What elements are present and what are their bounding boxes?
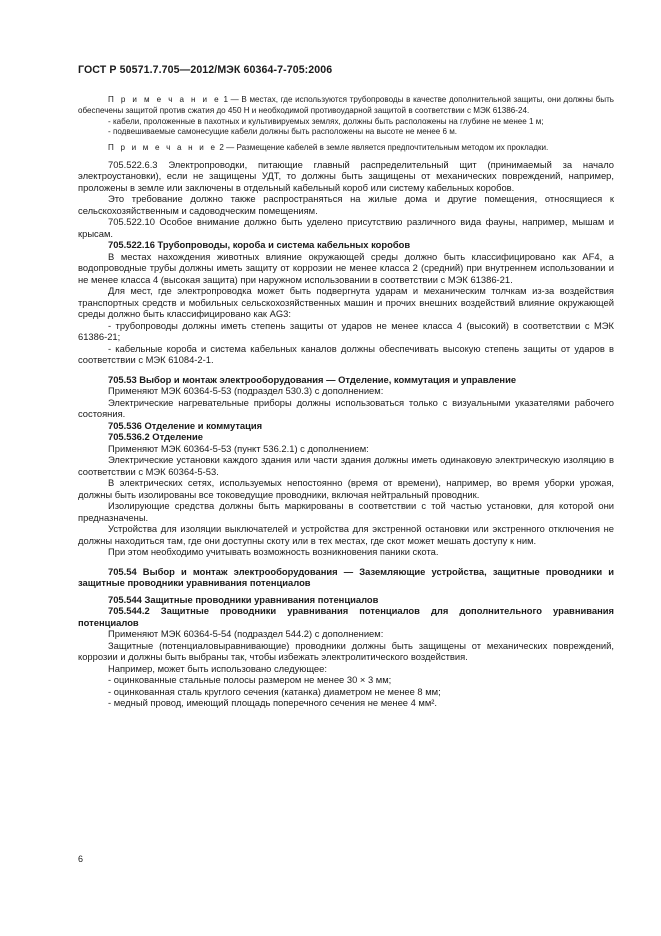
section-heading: 705.544.2 Защитные проводники уравнивания потенциалов для дополнительного уравнивания потенциалов — [78, 605, 614, 628]
paragraph: При этом необходимо учитывать возможность возникновения паники скота. — [108, 546, 439, 558]
paragraph: В электрических сетях, используемых непостоянно (время от времени), например, во время уборки урожая, должны быть изолированы все токоведущие проводники, включая нейтральный проводник. — [78, 477, 614, 500]
section-heading: 705.522.16 Трубопроводы, короба и система кабельных коробов — [108, 239, 411, 251]
paragraph: Для мест, где электропроводка может быть подвергнута ударам и механическим толчкам из-за воздействия транспортных средств и мобильных сельскохозяйственных машин и прочих внешних воздействий влияние окружающей среды должно быть классифицировано как AG3: — [78, 285, 614, 320]
page-body — [78, 95, 614, 709]
section-heading: 705.536.2 Отделение — [108, 431, 203, 443]
list-item: - трубопроводы должны иметь степень защиты от ударов не менее класса 4 (высокий) в соответствии с МЭК 61386-21; — [78, 319, 614, 343]
note-1-lead: П р и м е ч а н и е — [108, 95, 221, 104]
paragraph: В местах нахождения животных влияние окружающей среды должно быть классифицировано как AF4, а водопроводные трубы должны иметь защиту от коррозии не менее класса 2 (средний) при внутреннем использовании и не менее класса 4 (высокая защита) при наружном использовании в соответствии с МЭК 61386-21. — [78, 250, 614, 285]
paragraph: Защитные (потенциаловыравнивающие) проводники должны быть защищены от механических повреждений, коррозии и должны быть выбраны так, чтобы избежать электролитического воздействия. — [78, 639, 614, 663]
note-1-text: 1 — В местах, где используются трубопроводы в качестве дополнительной защиты, они должны быть обеспечены защитой против сжатия до 450 Н и необходимой противоударной защитой в соответствии с МЭК 61386-24. — [78, 95, 615, 115]
paragraph: Устройства для изоляции выключателей и устройства для экстренной остановки или экстренного отключения не должны находиться там, где они доступны скоту или в тех местах, где скот может мешать доступу к ним. — [78, 523, 614, 546]
section-heading: 705.544 Защитные проводники уравнивания потенциалов — [108, 593, 379, 605]
paragraph: Применяют МЭК 60364-5-53 (пункт 536.2.1) с дополнением: — [108, 442, 369, 454]
list-item: - оцинкованные стальные полосы размером не менее 30 × 3 мм; — [108, 674, 392, 686]
note-2 — [78, 143, 614, 154]
paragraph: Например, может быть использовано следующее: — [108, 662, 327, 674]
note-1-item-2: - подвешиваемые самонесущие кабели должны быть расположены на высоте не менее 6 м. — [108, 127, 458, 137]
paragraph: Применяют МЭК 60364-5-54 (подраздел 544.2) с дополнением: — [108, 628, 384, 640]
list-item: - медный провод, имеющий площадь поперечного сечения не менее 4 мм². — [108, 697, 438, 709]
paragraph: Применяют МЭК 60364-5-53 (подраздел 530.3) с дополнением: — [108, 385, 384, 397]
section-heading: 705.536 Отделение и коммутация — [108, 419, 263, 431]
document-header: ГОСТ Р 50571.7.705—2012/МЭК 60364-7-705:2006 — [78, 64, 333, 76]
paragraph: Электрические установки каждого здания или части здания должны иметь одинаковую электрическую изоляцию в соответствии с МЭК 60364-5-53. — [78, 454, 614, 477]
section-heading: 705.53 Выбор и монтаж электрооборудования — Отделение, коммутация и управление — [108, 373, 517, 385]
note-2-lead: П р и м е ч а н и е — [108, 143, 218, 153]
paragraph: 705.522.10 Особое внимание должно быть уделено присутствию различного вида фауны, например, мышам и крысам. — [78, 216, 614, 239]
list-item: - кабельные короба и система кабельных каналов должны обеспечивать высокую степень защиты от ударов в соответствии с МЭК 61084-2-1. — [78, 342, 614, 366]
paragraph: Изолирующие средства должны быть маркированы в соответствии с той частью установки, для которой они предназначены. — [78, 500, 614, 523]
list-item: - оцинкованная сталь круглого сечения (катанка) диаметром не менее 8 мм; — [108, 685, 441, 697]
note-1 — [78, 95, 614, 117]
paragraph: 705.522.6.3 Электропроводки, питающие главный распределительный щит (принимаемый за начало электроустановки), если не защищены УДТ, то должны быть защищены от механических повреждений, например, проложены в земле или заключены в отдельный кабельный короб или систему кабельных коробов. — [78, 158, 614, 193]
page-number: 6 — [78, 854, 84, 864]
note-2-text: 2 — Размещение кабелей в земле является предпочтительным методом их прокладки. — [219, 143, 549, 153]
paragraph: Электрические нагревательные приборы должны использоваться только с визуальными указателями рабочего состояния. — [78, 396, 614, 420]
paragraph: Это требование должно также распространяться на жилые дома и другие помещения, относящиеся к сельскохозяйственным и садоводческим помещениям. — [78, 193, 614, 216]
note-1-item-1: - кабели, проложенные в пахотных и культивируемых землях, должны быть расположены на глубине не менее 1 м; — [108, 116, 544, 126]
section-heading: 705.54 Выбор и монтаж электрооборудования — Заземляющие устройства, защитные проводники и защитные проводники уравнивания потенциалов — [78, 565, 614, 589]
